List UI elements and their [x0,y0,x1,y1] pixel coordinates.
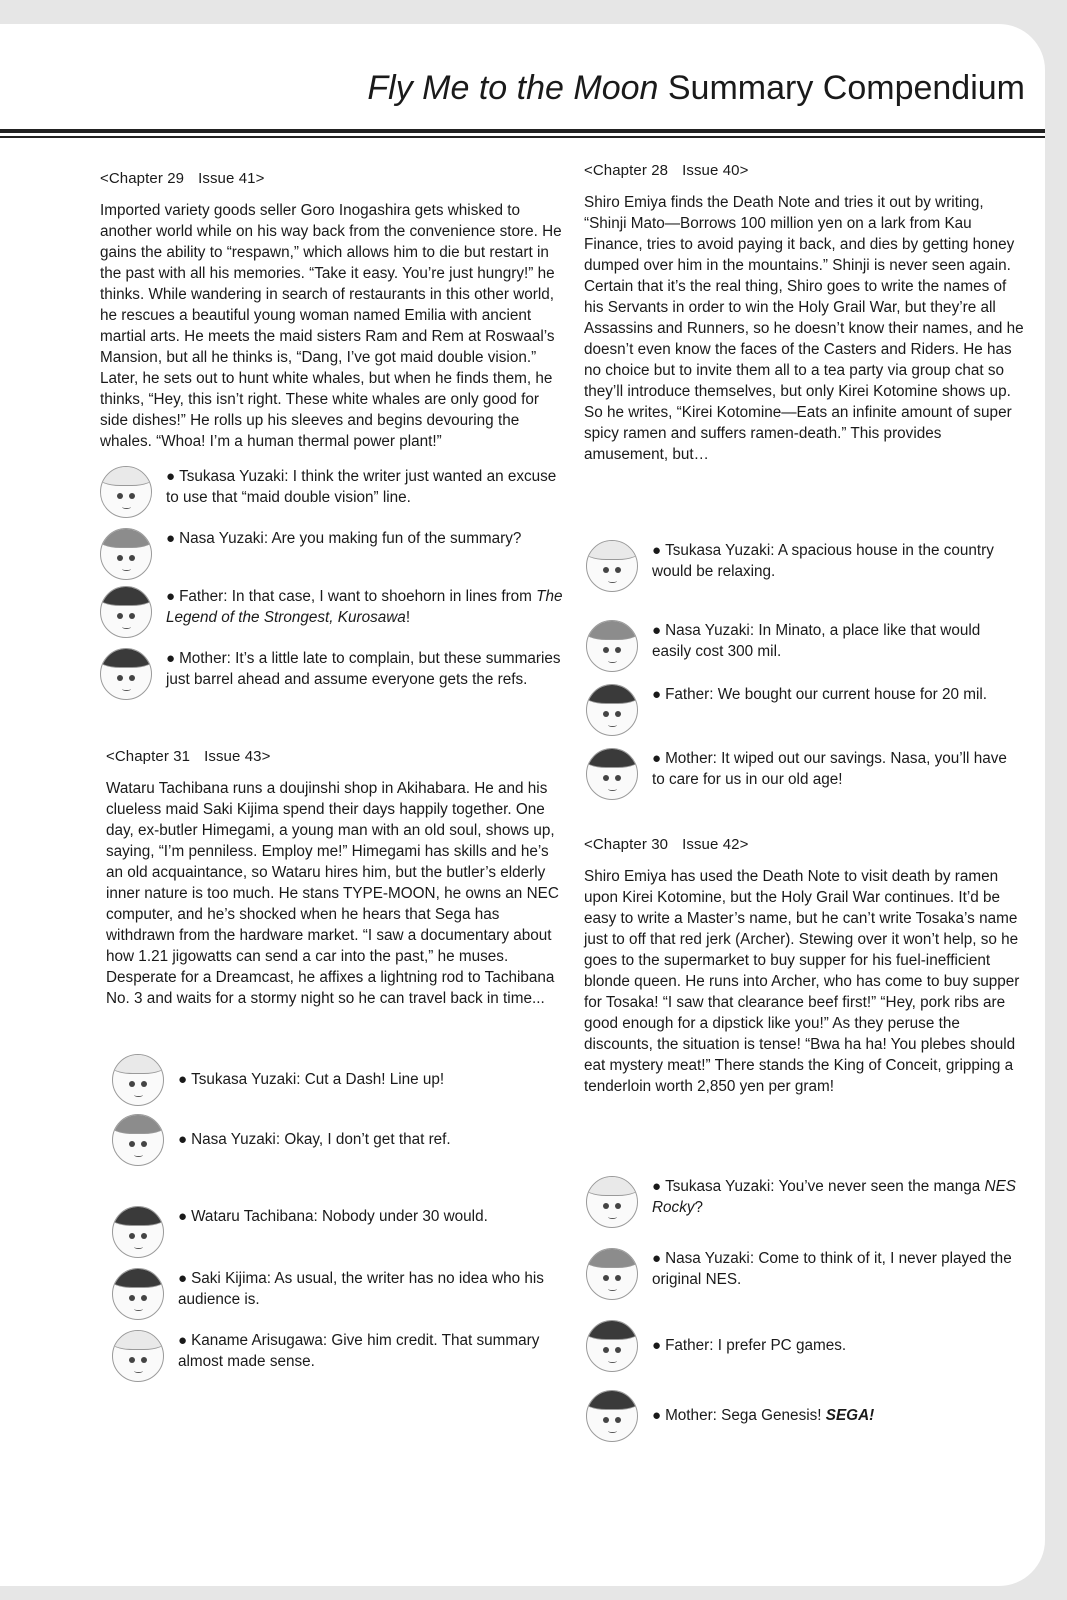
chapter-30-section [584,834,1024,1097]
nasa-avatar-icon [586,1248,638,1300]
comment-text-end: ? [694,1199,704,1216]
comment-item: ● Tsukasa Yuzaki: A spacious house in the country would be relaxing. [580,540,1020,620]
tsukasa-avatar-icon [100,466,152,518]
chapter-29-summary: Imported variety goods seller Goro Inogashira gets whisked to another world while on his way back from the convenience store. He gains the ability to “respawn,” which allows him to die but restart in the past with all his memories. “Take it easy. You’re just hungry!” he thinks. While wandering in search of restaurants in this other world, he rescues a beautiful young woman named Emilia with ancient martial arts. He meets the maid sisters Ram and Rem at Roswaal’s Mansion, but all he thinks is, “Dang, I’ve got maid double vision.” Later, he sets out to hunt white whales, but when he finds them, he thinks, “Hey, this isn’t right. These white whales are only good for side dishes!” He rolls up his sleeves and begins devouring the whales. “Whoa! I’m a human thermal power plant!” [100,202,562,450]
title-rule-thick [0,129,1045,133]
comment-item: ● Nasa Yuzaki: In Minato, a place like that would easily cost 300 mil. [580,620,1020,684]
title-rule-thin [0,136,1045,138]
comment-text: Mother: It’s a little late to complain, but these summaries just barrel ahead and assume everyone gets the refs. [166,650,561,688]
chapter-30-heading [584,834,1024,856]
comment-text: Father: We bought our current house for 20 mil. [665,686,988,703]
nasa-avatar-icon [100,528,152,580]
title-rest: Summary Compendium [667,69,1025,107]
saki-avatar-icon [112,1268,164,1320]
chapter-29-section [100,168,570,700]
nasa-avatar-icon [112,1114,164,1166]
comment-item: ● Tsukasa Yuzaki: You’ve never seen the manga NES Rocky? [580,1176,1020,1248]
comment-item: ● Wataru Tachibana: Nobody under 30 would. [106,1206,566,1268]
comment-text: Father: In that case, I want to shoehorn in lines from [179,588,537,605]
chapter-28-comments [580,540,1020,800]
mother-avatar-icon [100,648,152,700]
comment-text: Nasa Yuzaki: Okay, I don’t get that ref. [191,1131,451,1148]
tsukasa-avatar-icon [112,1054,164,1106]
chapter-29-label: <Chapter 29 [100,170,185,187]
chapter-28-label: <Chapter 28 [584,162,669,179]
issue-43-label: Issue 43> [204,748,271,765]
chapter-29-heading [100,168,570,190]
comment-text: Tsukasa Yuzaki: You’ve never seen the manga [665,1178,985,1195]
issue-40-label: Issue 40> [682,162,749,179]
comment-italic-title: NES Rocky [652,1178,1016,1216]
comment-item: ● Tsukasa Yuzaki: Cut a Dash! Line up! [106,1054,566,1114]
chapter-29-comments [94,466,570,700]
chapter-31-heading [106,746,566,768]
comment-italic-title: The Legend of the Strongest, Kurosawa [166,588,563,626]
chapter-30-label: <Chapter 30 [584,836,669,853]
mother-avatar-icon [586,1390,638,1442]
comment-text: Tsukasa Yuzaki: Cut a Dash! Line up! [191,1071,445,1088]
comment-text: Nasa Yuzaki: In Minato, a place like that would easily cost 300 mil. [652,622,981,660]
chapter-31-comments [106,1054,566,1382]
comment-text: Tsukasa Yuzaki: I think the writer just wanted an excuse to use that “maid double vision” line. [166,468,557,506]
comment-item: ● Nasa Yuzaki: Are you making fun of the summary? [94,528,570,586]
chapter-31-section [106,746,566,1009]
comment-text: Nasa Yuzaki: Come to think of it, I never played the original NES. [652,1250,1012,1288]
comment-item: ● Tsukasa Yuzaki: I think the writer just wanted an excuse to use that “maid double vision” line. [94,466,570,528]
comment-item: ● Father: We bought our current house for 20 mil. [580,684,1020,748]
page-title [0,66,1025,110]
comment-text-end: ! [405,609,411,626]
comment-item: ● Father: I prefer PC games. [580,1320,1020,1390]
title-italic: Fly Me to the Moon [367,69,659,107]
father-avatar-icon [586,1320,638,1372]
chapter-31-summary: Wataru Tachibana runs a doujinshi shop in Akihabara. He and his clueless maid Saki Kijima spend their days happily together. One day, ex-butler Himegami, a young man with an old soul, shows up, saying, “I’m penniless. Employ me!” Himegami has skills and he’s an old acquaintance, so Wataru hires him, but the butler’s elderly inner nature is too much. He stans TYPE-MOON, he owns an NEC computer, and he’s shocked when he hears that Sega has withdrawn from the hardware market. “I saw a documentary about how 1.21 jigowatts can send a car into the past,” he muses. Desperate for a Dreamcast, he affixes a lightning rod to Tachibana No. 3 and waits for a stormy night so he can travel back in time... [106,780,559,1007]
mother-avatar-icon [586,748,638,800]
chapter-30-comments [580,1176,1020,1442]
tsukasa-avatar-icon [586,1176,638,1228]
comment-text: Mother: Sega Genesis! [665,1407,826,1424]
wataru-avatar-icon [112,1206,164,1258]
comment-text: Saki Kijima: As usual, the writer has no idea who his audience is. [178,1270,544,1308]
comment-text: Kaname Arisugawa: Give him credit. That summary almost made sense. [178,1332,540,1370]
comment-item: ● Nasa Yuzaki: Come to think of it, I never played the original NES. [580,1248,1020,1320]
comment-emphasis: SEGA! [825,1407,875,1424]
comment-text: Wataru Tachibana: Nobody under 30 would. [191,1208,488,1225]
comment-item: ● Mother: It wiped out our savings. Nasa, you’ll have to care for us in our old age! [580,748,1020,800]
chapter-28-summary: Shiro Emiya finds the Death Note and tries it out by writing, “Shinji Mato—Borrows 100 million yen on a lark from Kau Finance, tries to avoid paying it back, and dies by getting honey dumped over him in the mountains.” Shinji is never seen again. Certain that it’s the real thing, Shiro goes to write the names of his Servants in order to win the Holy Grail War, but they’re all Assassins and Runners, so he doesn’t know their names, and he doesn’t even know the faces of the Casters and Riders. He has no choice but to invite them all to a tea party via group chat so they’ll introduce themselves, but only Kirei Kotomine shows up. So he writes, “Kirei Kotomine—Eats an infinite amount of super spicy ramen and suffers ramen-death.” This provides amusement, but… [584,194,1024,463]
comment-item: ● Father: In that case, I want to shoehorn in lines from The Legend of the Strongest, Kurosawa! [94,586,570,648]
chapter-28-section [584,160,1024,465]
father-avatar-icon [586,684,638,736]
comment-item: ● Kaname Arisugawa: Give him credit. That summary almost made sense. [106,1330,566,1382]
manga-page [0,24,1045,1586]
comment-text: Nasa Yuzaki: Are you making fun of the summary? [179,530,522,547]
comment-item: ● Saki Kijima: As usual, the writer has no idea who his audience is. [106,1268,566,1330]
issue-42-label: Issue 42> [682,836,749,853]
issue-41-label: Issue 41> [198,170,265,187]
comment-item: ● Nasa Yuzaki: Okay, I don’t get that ref. [106,1114,566,1206]
father-avatar-icon [100,586,152,638]
comment-text: Tsukasa Yuzaki: A spacious house in the country would be relaxing. [652,542,994,580]
comment-item: ● Mother: It’s a little late to complain, but these summaries just barrel ahead and assume everyone gets the refs. [94,648,570,700]
chapter-30-summary: Shiro Emiya has used the Death Note to visit death by ramen upon Kirei Kotomine, but the Holy Grail War continues. It’d be easy to write a Master’s name, but he can’t write Tosaka’s name just to off that red jerk (Archer). Stewing over it won’t help, so he goes to the supermarket to buy supper for his fuel-inefficient blonde queen. He runs into Archer, who has come to buy supper for Tosaka! “I saw that clearance beef first!” “Hey, pork ribs are good enough for a dipstick like you!” As they peruse the discounts, the situation is tense! “Bwa ha ha! You plebes should eat mystery meat!” There stands the King of Conceit, gripping a tenderloin worth 2,850 yen per gram! [584,868,1020,1095]
chapter-28-heading [584,160,1024,182]
comment-text: Father: I prefer PC games. [665,1337,847,1354]
comment-item: ● Mother: Sega Genesis! SEGA! [580,1390,1020,1442]
nasa-avatar-icon [586,620,638,672]
comment-text: Mother: It wiped out our savings. Nasa, you’ll have to care for us in our old age! [652,750,1007,788]
chapter-31-label: <Chapter 31 [106,748,191,765]
tsukasa-avatar-icon [586,540,638,592]
kaname-avatar-icon [112,1330,164,1382]
